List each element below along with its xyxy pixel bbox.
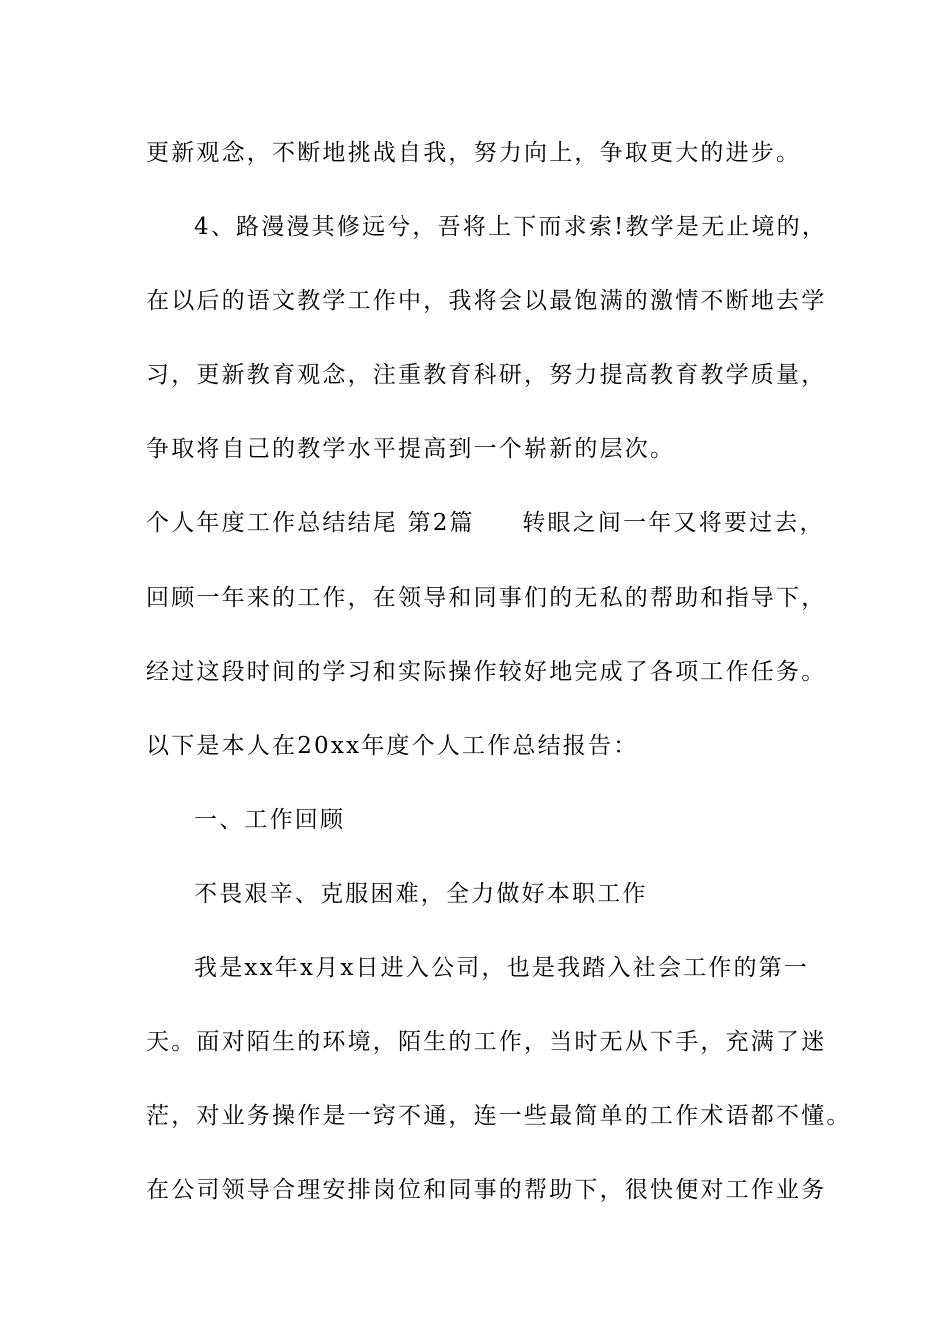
text-line-1: 更新观念，不断地挑战自我，努力向上，争取更大的进步。 [146, 140, 802, 166]
text-line-13: 天。面对陌生的环境，陌生的工作，当时无从下手，充满了迷 [146, 1029, 827, 1055]
text-line-14: 茫，对业务操作是一窍不通，连一些最简单的工作术语都不懂。 [146, 1103, 852, 1129]
text-line-7: 回顾一年来的工作，在领导和同事们的无私的帮助和指导下， [146, 585, 827, 611]
subheading: 不畏艰辛、克服困难，全力做好本职工作 [194, 881, 648, 907]
text-line-12: 我是xx年x月x日进入公司，也是我踏入社会工作的第一 [194, 955, 810, 981]
text-line-5: 争取将自己的教学水平提高到一个崭新的层次。 [146, 436, 676, 462]
text-line-2: 4、路漫漫其修远兮，吾将上下而求索!教学是无止境的， [194, 214, 828, 240]
text-line-4: 习，更新教育观念，注重教育科研，努力提高教育教学质量， [146, 362, 827, 388]
section-heading: 一、工作回顾 [194, 807, 346, 833]
text-line-6: 个人年度工作总结结尾 第2篇 转眼之间一年又将要过去， [146, 510, 825, 536]
text-line-8: 经过这段时间的学习和实际操作较好地完成了各项工作任务。 [146, 659, 827, 685]
text-line-15: 在公司领导合理安排岗位和同事的帮助下，很快便对工作业务 [146, 1177, 827, 1203]
text-line-3: 在以后的语文教学工作中，我将会以最饱满的激情不断地去学 [146, 288, 827, 314]
text-line-9: 以下是本人在20xx年度个人工作总结报告： [146, 733, 639, 759]
